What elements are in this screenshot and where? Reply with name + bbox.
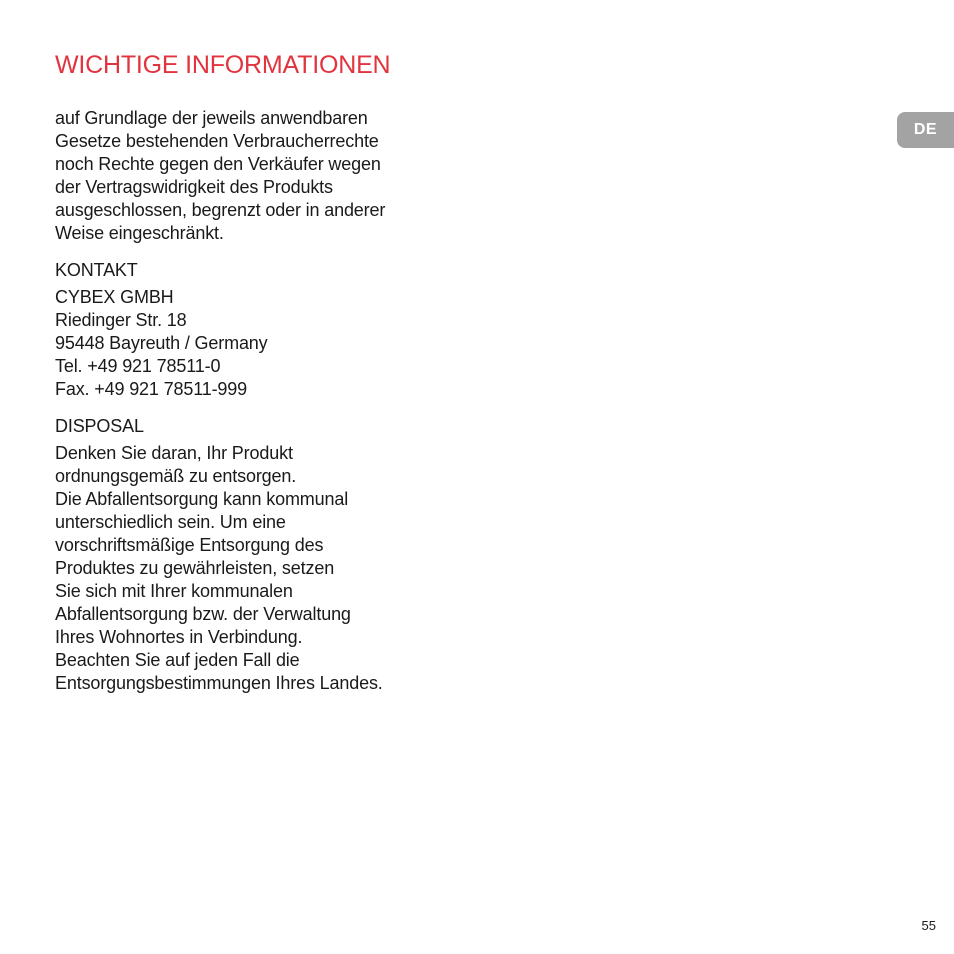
disposal-line: ordnungsgemäß zu entsorgen.	[55, 466, 297, 486]
intro-line: auf Grundlage der jeweils anwendbaren	[55, 108, 368, 128]
disposal-line: Beachten Sie auf jeden Fall die	[55, 650, 300, 670]
page-number: 55	[921, 918, 936, 933]
intro-paragraph	[55, 107, 455, 245]
fax-number: Fax. +49 921 78511-999	[55, 379, 248, 399]
document-body	[55, 107, 455, 695]
disposal-line: Sie sich mit Ihrer kommunalen	[55, 581, 293, 601]
disposal-heading: DISPOSAL	[55, 416, 144, 436]
contact-block	[55, 286, 455, 401]
intro-line: noch Rechte gegen den Verkäufer wegen	[55, 154, 381, 174]
disposal-line: Denken Sie daran, Ihr Produkt	[55, 443, 293, 463]
intro-line: Weise eingeschränkt.	[55, 223, 224, 243]
disposal-line: Ihres Wohnortes in Verbindung.	[55, 627, 303, 647]
language-tab-label: DE	[913, 121, 938, 138]
disposal-line: vorschriftsmäßige Entsorgung des	[55, 535, 324, 555]
phone-number: Tel. +49 921 78511-0	[55, 356, 221, 376]
disposal-line: unterschiedlich sein. Um eine	[55, 512, 286, 532]
contact-heading: KONTAKT	[55, 260, 138, 280]
disposal-line: Produktes zu gewährleisten, setzen	[55, 558, 335, 578]
disposal-line: Entsorgungsbestimmungen Ihres Landes.	[55, 673, 383, 693]
intro-line: Gesetze bestehenden Verbraucherrechte	[55, 131, 379, 151]
disposal-line: Die Abfallentsorgung kann kommunal	[55, 489, 349, 509]
disposal-line: Abfallentsorgung bzw. der Verwaltung	[55, 604, 351, 624]
address-city: 95448 Bayreuth / Germany	[55, 333, 268, 353]
page-title: WICHTIGE INFORMATIONEN	[55, 51, 391, 79]
address-street: Riedinger Str. 18	[55, 310, 187, 330]
language-tab-de	[897, 112, 954, 148]
disposal-paragraph	[55, 442, 455, 695]
intro-line: ausgeschlossen, begrenzt oder in anderer	[55, 200, 386, 220]
intro-line: der Vertragswidrigkeit des Produkts	[55, 177, 333, 197]
company-name: CYBEX GMBH	[55, 287, 174, 307]
